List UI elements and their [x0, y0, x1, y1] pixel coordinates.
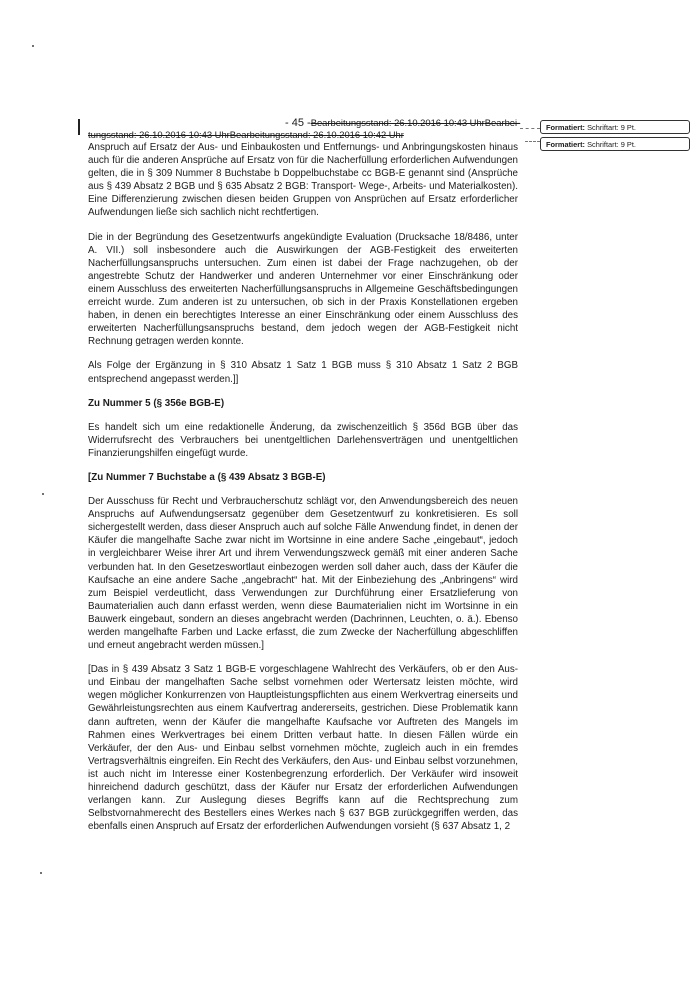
paragraph: Der Ausschuss für Recht und Verbraucherschutz schlägt vor, den Anwendungsbereich des neuen Anspruchs auf Aufwendungsersatz gegenüber dem Gesetzentwurf zu konkretisieren. Es soll sichergestellt werden, dass dieser Anspruch auch auf solche Fälle Anwendung findet, in denen der Käufer die mangelhafte Sache zwar nicht im Wortsinne in eine andere Sache „eingebaut“, jedoch in vergleichbarer Weise ihrer Art und ihrem Verwendungszweck gemäß mit einer anderen Sache verbunden hat. In den Gesetzeswortlaut einbezogen werden soll daher auch, dass der Käufer die Kaufsache an eine andere Sache „angebracht“ hat. Mit der Einbeziehung des „Anbringens“ wird zum Beispiel verdeutlicht, dass Verwendungen zur Durchführung einer Ersatzlieferung von Baumaterialien auch dann erfasst werden, wenn diese Baumaterialien nicht im Wortsinne in ein Bauwerk eingebaut, sondern an dieses angebracht werden (Dachrinnen, Leuchten, o. ä.). Ebenso werden mangelhafte Farben und Lacke erfasst, die zum Zwecke der Nacherfüllung abgeschliffen und erneut angebracht werden müssen.] [88, 496, 518, 652]
format-comment[interactable] [540, 120, 690, 134]
deleted-revision-stamp: Bearbeitungsstand: 26.10.2016 10:42 Uhr [229, 129, 404, 140]
scan-speck [42, 493, 44, 495]
deleted-revision-stamp: tungsstand: 26.10.2016 10:43 Uhr [88, 129, 230, 140]
paragraph: Als Folge der Ergänzung in § 310 Absatz 1 Satz 1 BGB muss § 310 Absatz 1 Satz 2 BGB entsprechend angepasst werden.]] [88, 360, 518, 385]
deleted-revision-stamp: Bearbeitungsstand: 26.10.2016 10:43 Uhr [310, 117, 485, 128]
scan-speck [40, 872, 42, 874]
comment-value: Schriftart: 9 Pt. [587, 123, 636, 132]
comment-leader [520, 128, 540, 129]
comment-leader [525, 141, 540, 142]
comment-value: Schriftart: 9 Pt. [587, 140, 636, 149]
page-header [88, 117, 528, 140]
scan-speck [32, 45, 34, 47]
paragraph: Die in der Begründung des Gesetzentwurfs angekündigte Evaluation (Drucksache 18/8486, unter A. VII.) soll insbesondere auch die Auswirkungen der AGB-Festigkeit des erweiterten Nacherfüllungsanspruchs untersuchen. Zum einen ist dabei der Frage nachzugehen, ob der angestrebte Schutz der Handwerker und anderen Unternehmer vor einer Einschränkung oder einem Ausschluss des erweiterten Nacherfüllungsanspruchs in Allgemeine Geschäftsbedingungen erreicht wurde. Zum anderen ist zu untersuchen, ob sich in der Praxis Konstellationen ergeben haben, in denen ein berechtigtes Interesse an einer Einschränkung oder einem Ausschluss des erweiterten Nacherfüllungsanspruchs bestand, dem jedoch wegen der AGB-Festigkeit nicht Rechnung getragen werden konnte. [88, 231, 518, 348]
document-body [88, 141, 518, 844]
format-comment[interactable] [540, 137, 690, 151]
paragraph: Anspruch auf Ersatz der Aus- und Einbaukosten und Entfernungs- und Anbringungskosten hinaus auch für die anderen Ansprüche auf Ersatz von für die Nacherfüllung erforderlichen Aufwendungen gelten, die in § 309 Nummer 8 Buchstabe b Doppelbuchstabe cc BGB-E genannt sind (Ansprüche aus § 439 Absatz 2 BGB und § 635 Absatz 2 BGB: Transport- Wege-, Arbeits- und Materialkosten). Eine Differenzierung zwischen diesen beiden Gruppen von Ansprüchen auf Ersatz erforderlicher Aufwendungen ließe sich sachlich nicht rechtfertigen. [88, 142, 518, 219]
change-bar [78, 119, 80, 135]
section-heading: Zu Nummer 5 (§ 356e BGB-E) [88, 397, 225, 409]
page-number: - 45 - [285, 117, 311, 129]
comment-label: Formatiert: [546, 123, 586, 132]
paragraph: Es handelt sich um eine redaktionelle Änderung, da zwischenzeitlich § 356d BGB über das Widerrufsrecht des Verbrauchers bei unentgeltlichen Darlehensverträgen und unentgeltlichen Finanzierungshilfen eingefügt wurde. [88, 421, 518, 459]
section-heading: [Zu Nummer 7 Buchstabe a (§ 439 Absatz 3 BGB-E) [88, 471, 326, 483]
paragraph: [Das in § 439 Absatz 3 Satz 1 BGB-E vorgeschlagene Wahlrecht des Verkäufers, ob er den Aus- und Einbau der mangelhaften Sache selbst vornehmen oder Wertersatz leisten möchte, wird wegen möglicher Konkurrenzen von Hauptleistungspflichten aus einem Werkvertrag einerseits und Gewährleistungsrechten aus einem Kaufvertrag andererseits, gestrichen. Diese Problematik kann dann auftreten, wenn der Käufer die mangelhafte Kaufsache vor Auftreten des Mangels im Rahmen eines Werkvertrages bei einem Dritten verbaut hatte. In diesen Fällen würde ein Verkäufer, der den Aus- und Einbau selbst vornehmen möchte, zugleich auch in ein fremdes Vertragsverhältnis eingreifen. Ein Recht des Verkäufers, den Aus- und Einbau selbst vorzunehmen, ist auch nicht im Interesse einer Kostenbegrenzung erforderlich. Der Verkäufer wird insoweit hinreichend dadurch geschützt, dass der Käufer nur Ersatz der erforderlichen Aufwendungen verlangen kann. Zur Auslegung dieses Begriffs kann auf die Rechtsprechung zum Selbstvornahmerecht des Bestellers eines Werkes nach § 637 BGB zurückgegriffen werden, das ebenfalls einen Anspruch auf Ersatz der erforderlichen Aufwendungen vorsieht (§ 637 Absatz 1, 2 [88, 664, 518, 833]
comment-label: Formatiert: [546, 140, 586, 149]
deleted-revision-stamp: Bearbei- [484, 117, 521, 128]
